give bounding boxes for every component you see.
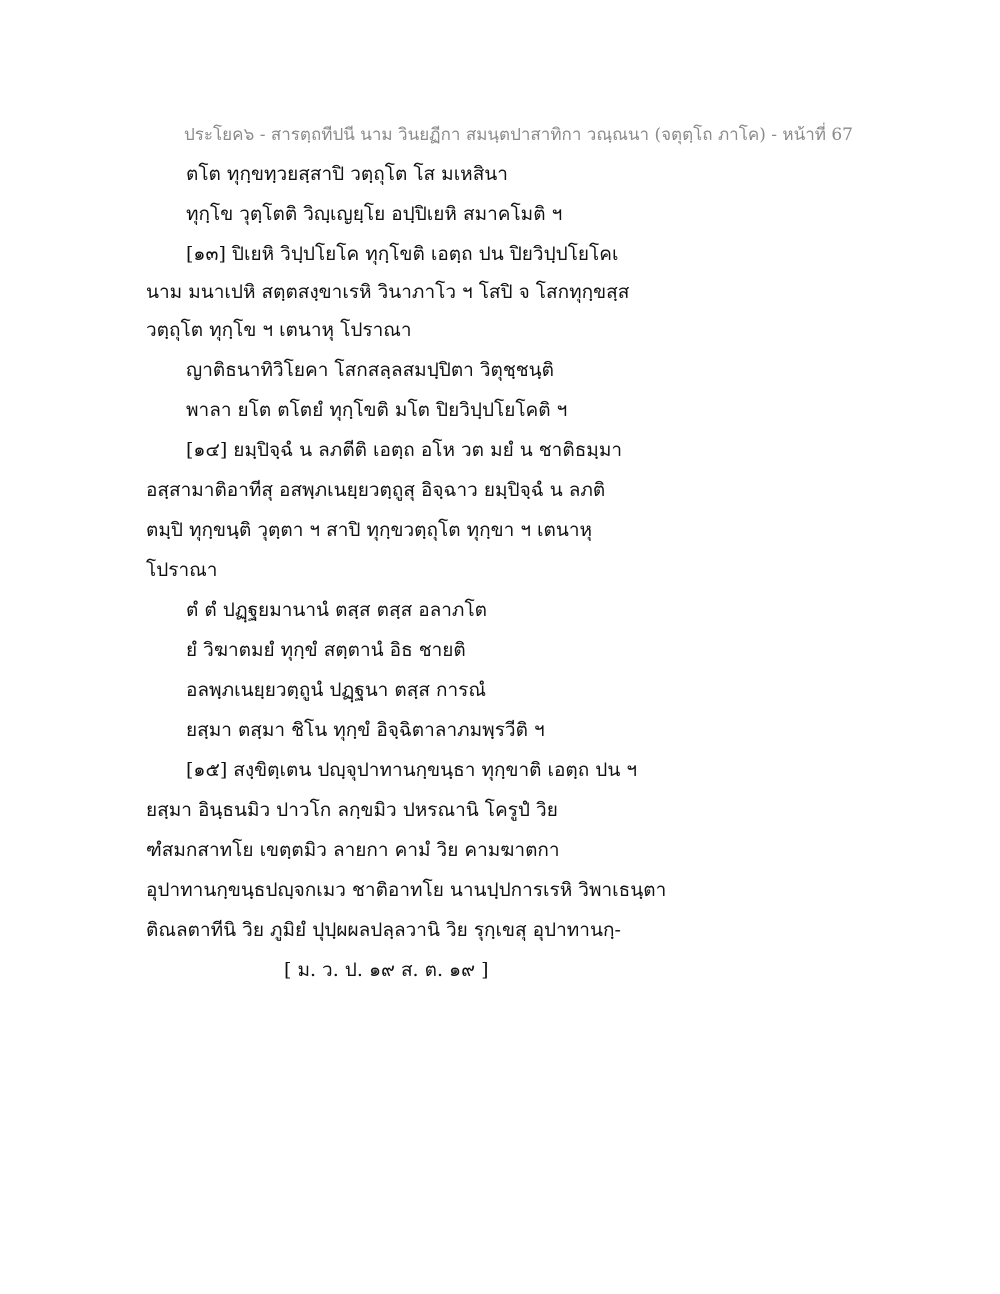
page-reference: [ ม. ว. ป. ๑๙ ส. ต. ๑๙ ] <box>284 959 489 981</box>
body-line-7: พาลา ยโต ตโตยํ ทุกฺโขติ มโต ปิยวิปฺปโยโคติ ฯ <box>186 399 568 421</box>
body-line-20: ติณลตาทีนิ วิย ภูมิยํ ปุปฺผผลปลฺลวานิ วิย รุกฺเขสุ อุปาทานกฺ- <box>146 919 621 941</box>
body-line-16: [๑๕] สงฺขิตฺเตน ปญฺจุปาทานกฺขนฺธา ทุกฺขาติ เอตฺถ ปน ฯ <box>186 759 638 781</box>
body-line-15: ยสฺมา ตสฺมา ชิโน ทุกฺขํ อิจฺฉิตาลาภมพฺรวีติ ฯ <box>186 719 545 741</box>
body-line-18: ฑํสมกสาทโย เขตฺตมิว ลายกา คามํ วิย คามฆาตกา <box>146 839 560 861</box>
body-line-19: อุปาทานกฺขนฺธปญฺจกเมว ชาติอาทโย นานปฺปการเรหิ วิพาเธนฺตา <box>146 879 667 901</box>
body-line-4: นาม มนาเปหิ สตฺตสงฺขาเรหิ วินาภาโว ฯ โสปิ จ โสกทุกฺขสฺส <box>146 281 630 303</box>
running-header: ประโยค๖ - สารตฺถทีปนี นาม วินยฏีกา สมนฺตปาสาทิกา วณฺณนา (จตุตฺโถ ภาโค) - หน้าที่ 67 <box>184 125 853 145</box>
body-line-13: ยํ วิฆาตมยํ ทุกฺขํ สตฺตานํ อิธ ชายติ <box>186 639 466 661</box>
body-line-12: ตํ ตํ ปฏฺฐยมานานํ ตสฺส ตสฺส อลาภโต <box>186 599 488 621</box>
body-line-3: [๑๓] ปิเยหิ วิปฺปโยโค ทุกฺโขติ เอตฺถ ปน ปิยวิปฺปโยโคเ <box>186 243 619 265</box>
body-line-8: [๑๔] ยมฺปิจฺฉํ น ลภตีติ เอตฺถ อโห วต มยํ น ชาติธมฺมา <box>186 439 623 461</box>
body-line-5: วตฺถุโต ทุกฺโข ฯ เตนาหุ โปราณา <box>146 319 412 341</box>
body-line-14: อลพฺภเนยฺยวตฺถูนํ ปฏฺฐนา ตสฺส การณํ <box>186 679 486 701</box>
body-line-10: ตมฺปิ ทุกฺขนฺติ วุตฺตา ฯ สาปิ ทุกฺขวตฺถุโต ทุกฺขา ฯ เตนาหุ <box>146 519 593 541</box>
body-line-2: ทุกฺโข วุตฺโตติ วิญฺเญยฺโย อปฺปิเยหิ สมาคโมติ ฯ <box>186 203 563 225</box>
body-line-17: ยสฺมา อินฺธนมิว ปาวโก ลกฺขมิว ปหรณานิ โครูปํ วิย <box>146 799 558 821</box>
body-line-6: ญาติธนาทิวิโยคา โสกสลฺลสมปฺปิตา วิตุชฺชนฺติ <box>186 359 555 381</box>
body-line-1: ตโต ทุกฺขทฺวยสฺสาปิ วตฺถุโต โส มเหสินา <box>186 163 508 185</box>
body-line-11: โปราณา <box>146 559 218 581</box>
body-line-9: อสฺสามาติอาทีสุ อสพฺภเนยฺยวตฺถูสุ อิจฺฉาว ยมฺปิจฺฉํ น ลภติ <box>146 479 606 501</box>
